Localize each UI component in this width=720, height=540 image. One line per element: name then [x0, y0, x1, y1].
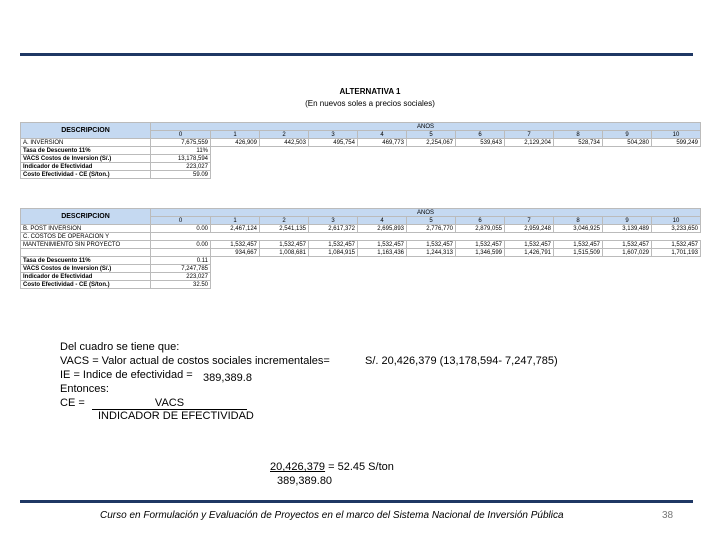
value-cell: 2,776,770	[407, 225, 456, 233]
desc-header: DESCRIPCION	[21, 123, 151, 139]
alternative-title: ALTERNATIVA 1	[339, 87, 401, 96]
years-header: AÑOS	[151, 123, 701, 131]
table-row	[21, 233, 701, 241]
value-cell: 0.00	[151, 225, 211, 233]
value-cell: 1,701,193	[652, 249, 701, 257]
year-cell: 10	[652, 131, 701, 139]
year-cell: 9	[603, 217, 652, 225]
year-cell: 3	[309, 217, 358, 225]
value-cell: 442,503	[260, 139, 309, 147]
table-alternativa-operacion	[20, 208, 701, 289]
value-cell: 3,233,650	[652, 225, 701, 233]
table-row	[21, 147, 701, 155]
table-row	[21, 257, 701, 265]
value-cell: 934,667	[211, 249, 260, 257]
footer-text: Curso en Formulación y Evaluación de Proyectos en el marco del Sistema Nacional de Inversión Pública	[100, 510, 564, 521]
note-ie-value: 389,389.8	[203, 372, 252, 384]
table-row	[21, 139, 701, 147]
table-row	[21, 163, 701, 171]
year-cell: 10	[652, 217, 701, 225]
calc-result: = 52.45 S/ton	[325, 461, 394, 473]
value-cell: 426,909	[211, 139, 260, 147]
year-cell: 0	[151, 217, 211, 225]
year-cell: 8	[554, 217, 603, 225]
value-cell: 1,426,791	[505, 249, 554, 257]
table-row	[21, 281, 701, 289]
row-label: A. INVERSION	[21, 139, 151, 147]
value-cell: 2,959,248	[505, 225, 554, 233]
value-cell: 2,617,372	[309, 225, 358, 233]
value-cell	[151, 249, 211, 257]
row-label: MANTENIMIENTO SIN PROYECTO	[21, 241, 151, 249]
ie-value: 223,027	[151, 273, 211, 281]
table-row	[21, 171, 701, 179]
year-cell: 6	[456, 131, 505, 139]
value-cell: 1,532,457	[260, 241, 309, 249]
row-label	[21, 249, 151, 257]
row-label: B. POST INVERSION	[21, 225, 151, 233]
value-cell: 495,754	[309, 139, 358, 147]
value-cell: 1,084,915	[309, 249, 358, 257]
table-row	[21, 273, 701, 281]
table-row	[21, 241, 701, 249]
table-alternativa-inversion	[20, 122, 701, 179]
value-cell: 1,532,457	[554, 241, 603, 249]
row-label: C. COSTOS DE OPERACION Y	[21, 233, 151, 241]
year-cell: 8	[554, 131, 603, 139]
value-cell: 1,244,313	[407, 249, 456, 257]
ce-value: 32.50	[151, 281, 211, 289]
value-cell: 1,532,457	[505, 241, 554, 249]
value-cell: 1,163,436	[358, 249, 407, 257]
note-entonces: Entonces:	[60, 383, 109, 395]
value-cell: 504,280	[603, 139, 652, 147]
vacs-label: VACS Costos de Inversion (S/.)	[21, 155, 151, 163]
year-cell: 6	[456, 217, 505, 225]
value-cell: 7,675,559	[151, 139, 211, 147]
table-row	[21, 155, 701, 163]
year-cell: 5	[407, 131, 456, 139]
ce-label: Costo Efectividad - CE (S/ton.)	[21, 281, 151, 289]
value-cell: 1,008,681	[260, 249, 309, 257]
value-cell: 2,541,135	[260, 225, 309, 233]
note-intro: Del cuadro se tiene que:	[60, 341, 180, 353]
ie-value: 223,027	[151, 163, 211, 171]
bottom-rule	[20, 500, 693, 503]
calc-line	[270, 461, 394, 473]
tasa-value: 11%	[151, 147, 211, 155]
value-cell: 1,532,457	[309, 241, 358, 249]
value-cell: 469,773	[358, 139, 407, 147]
value-cell: 1,532,457	[456, 241, 505, 249]
calc-denominator: 389,389.80	[277, 475, 333, 487]
year-cell: 9	[603, 131, 652, 139]
note-ie-label: IE = Indice de efectividad =	[60, 369, 193, 381]
note-ce-numerator: VACS	[92, 397, 247, 410]
year-cell: 2	[260, 131, 309, 139]
ie-label: Indicador de Efectividad	[21, 273, 151, 281]
value-cell: 2,129,204	[505, 139, 554, 147]
value-cell: 1,346,599	[456, 249, 505, 257]
value-cell: 3,139,489	[603, 225, 652, 233]
year-cell: 4	[358, 131, 407, 139]
year-cell: 7	[505, 217, 554, 225]
note-ce-denominator: INDICADOR DE EFECTIVIDAD	[98, 410, 254, 422]
page-number: 38	[662, 510, 674, 521]
year-cell: 7	[505, 131, 554, 139]
vacs-value: 13,178,594	[151, 155, 211, 163]
note-vacs-value: S/. 20,426,379 (13,178,594- 7,247,785)	[365, 355, 558, 367]
value-cell: 1,532,457	[407, 241, 456, 249]
tasa-label: Tasa de Descuento 11%	[21, 147, 151, 155]
table-row	[21, 249, 701, 257]
value-cell: 1,515,509	[554, 249, 603, 257]
tasa-label: Tasa de Descuento 11%	[21, 257, 151, 265]
year-cell: 1	[211, 131, 260, 139]
year-cell: 1	[211, 217, 260, 225]
top-rule	[20, 53, 693, 56]
value-cell: 539,643	[456, 139, 505, 147]
value-cell: 1,532,457	[211, 241, 260, 249]
value-cell: 3,046,925	[554, 225, 603, 233]
ce-label: Costo Efectividad - CE (S/ton.)	[21, 171, 151, 179]
vacs-label: VACS Costos de Inversion (S/.)	[21, 265, 151, 273]
year-cell: 3	[309, 131, 358, 139]
calc-numerator: 20,426,379	[270, 461, 326, 473]
alternative-subtitle: (En nuevos soles a precios sociales)	[305, 99, 435, 108]
value-cell: 1,532,457	[603, 241, 652, 249]
year-cell: 4	[358, 217, 407, 225]
value-cell: 1,607,029	[603, 249, 652, 257]
years-header: AÑOS	[151, 209, 701, 217]
note-vacs-label: VACS = Valor actual de costos sociales incrementales=	[60, 355, 330, 367]
value-cell: 599,249	[652, 139, 701, 147]
value-cell: 2,254,067	[407, 139, 456, 147]
value-cell: 1,532,457	[358, 241, 407, 249]
tasa-value: 0.11	[151, 257, 211, 265]
ie-label: Indicador de Efectividad	[21, 163, 151, 171]
year-cell: 0	[151, 131, 211, 139]
value-cell: 2,467,124	[211, 225, 260, 233]
ce-value: 59.09	[151, 171, 211, 179]
table-row	[21, 225, 701, 233]
note-ce-label: CE =	[60, 397, 85, 409]
year-cell: 2	[260, 217, 309, 225]
value-cell: 0.00	[151, 241, 211, 249]
value-cell: 528,734	[554, 139, 603, 147]
table-row	[21, 265, 701, 273]
value-cell: 1,532,457	[652, 241, 701, 249]
year-cell: 5	[407, 217, 456, 225]
vacs-value: 7,247,785	[151, 265, 211, 273]
value-cell: 2,879,055	[456, 225, 505, 233]
value-cell: 2,695,893	[358, 225, 407, 233]
desc-header: DESCRIPCION	[21, 209, 151, 225]
